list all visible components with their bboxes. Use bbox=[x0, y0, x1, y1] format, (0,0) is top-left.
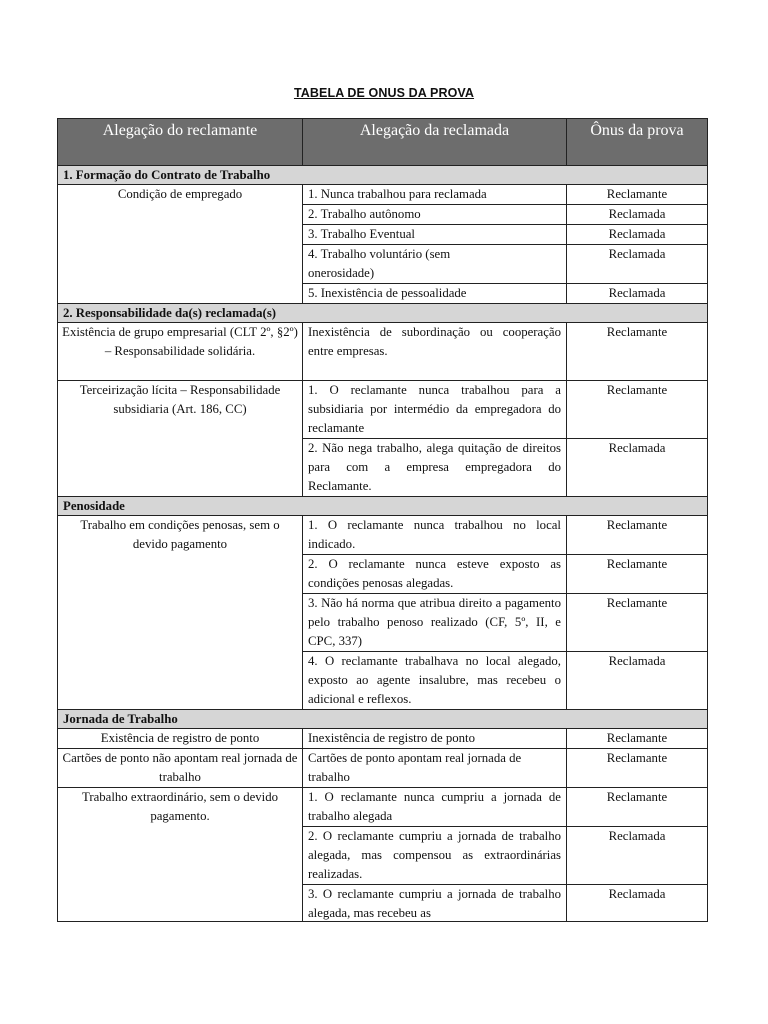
defense-cell: 2. Não nega trabalho, alega quitação de direitos para com a empresa empregadora do Reclamante. bbox=[303, 439, 567, 497]
claim-cell: Trabalho em condições penosas, sem o devido pagamento bbox=[58, 516, 303, 710]
table-row bbox=[58, 749, 708, 788]
header-burden: Ônus da prova bbox=[567, 119, 708, 166]
defense-cell: 4. O reclamante trabalhava no local alegado, exposto ao agente insalubre, mas recebeu o adicional e reflexos. bbox=[303, 652, 567, 710]
claim-cell: Trabalho extraordinário, sem o devido pagamento. bbox=[58, 788, 303, 922]
table-row bbox=[58, 788, 708, 827]
defense-cell bbox=[303, 885, 567, 922]
table-row bbox=[58, 323, 708, 381]
burden-cell: Reclamada bbox=[567, 205, 708, 225]
burden-cell: Reclamante bbox=[567, 381, 708, 439]
defense-cell: 4. Trabalho voluntário (sem onerosidade) bbox=[303, 245, 567, 284]
burden-cell: Reclamante bbox=[567, 594, 708, 652]
burden-cell: Reclamante bbox=[567, 185, 708, 205]
table-row bbox=[58, 185, 708, 205]
header-claimant: Alegação do reclamante bbox=[58, 119, 303, 166]
header-defendant: Alegação da reclamada bbox=[303, 119, 567, 166]
defense-cell: 1. O reclamante nunca trabalhou para a subsidiaria por intermédio da empregadora do reclamante bbox=[303, 381, 567, 439]
document-title: TABELA DE ONUS DA PROVA bbox=[293, 86, 475, 100]
defense-cell: Inexistência de subordinação ou cooperação entre empresas. bbox=[303, 323, 567, 381]
defense-cell: 1. O reclamante nunca cumpriu a jornada de trabalho alegada bbox=[303, 788, 567, 827]
defense-cell: 2. O reclamante nunca esteve exposto as condições penosas alegadas. bbox=[303, 555, 567, 594]
defense-cell: 3. Não há norma que atribua direito a pagamento pelo trabalho penoso realizado (CF, 5º, II, e CPC, 337) bbox=[303, 594, 567, 652]
burden-cell: Reclamada bbox=[567, 439, 708, 497]
burden-cell: Reclamada bbox=[567, 885, 708, 922]
defense-cell: 1. Nunca trabalhou para reclamada bbox=[303, 185, 567, 205]
claim-cell: Terceirização lícita – Responsabilidade subsidiaria (Art. 186, CC) bbox=[58, 381, 303, 497]
section-row bbox=[58, 497, 708, 516]
section-row bbox=[58, 710, 708, 729]
section-row bbox=[58, 166, 708, 185]
section-label: Jornada de Trabalho bbox=[58, 710, 708, 729]
claim-cell: Cartões de ponto não apontam real jornada de trabalho bbox=[58, 749, 303, 788]
defense-cell: 5. Inexistência de pessoalidade bbox=[303, 284, 567, 304]
burden-cell: Reclamante bbox=[567, 749, 708, 788]
table-header-row bbox=[58, 119, 708, 166]
burden-cell: Reclamada bbox=[567, 284, 708, 304]
burden-cell: Reclamante bbox=[567, 555, 708, 594]
table-row bbox=[58, 729, 708, 749]
defense-cell: Inexistência de registro de ponto bbox=[303, 729, 567, 749]
section-label: 1. Formação do Contrato de Trabalho bbox=[58, 166, 708, 185]
defense-cell: Cartões de ponto apontam real jornada de trabalho bbox=[303, 749, 567, 788]
onus-table bbox=[57, 118, 708, 922]
claim-cell: Existência de registro de ponto bbox=[58, 729, 303, 749]
burden-cell: Reclamada bbox=[567, 225, 708, 245]
table-row bbox=[58, 381, 708, 439]
defense-cell: 3. Trabalho Eventual bbox=[303, 225, 567, 245]
defense-text: 3. O reclamante cumpriu a jornada de trabalho alegada, mas recebeu as bbox=[308, 887, 561, 920]
defense-cell: 2. Trabalho autônomo bbox=[303, 205, 567, 225]
burden-cell: Reclamada bbox=[567, 652, 708, 710]
section-row bbox=[58, 304, 708, 323]
burden-cell: Reclamante bbox=[567, 788, 708, 827]
burden-cell: Reclamada bbox=[567, 245, 708, 284]
section-label: 2. Responsabilidade da(s) reclamada(s) bbox=[58, 304, 708, 323]
section-label: Penosidade bbox=[58, 497, 708, 516]
burden-cell: Reclamada bbox=[567, 827, 708, 885]
burden-cell: Reclamante bbox=[567, 323, 708, 381]
defense-cell: 1. O reclamante nunca trabalhou no local indicado. bbox=[303, 516, 567, 555]
burden-cell: Reclamante bbox=[567, 729, 708, 749]
burden-cell: Reclamante bbox=[567, 516, 708, 555]
claim-cell: Condição de empregado bbox=[58, 185, 303, 304]
table-row bbox=[58, 516, 708, 555]
defense-cell: 2. O reclamante cumpriu a jornada de trabalho alegada, mas compensou as extraordinárias realizadas. bbox=[303, 827, 567, 885]
claim-cell: Existência de grupo empresarial (CLT 2º, §2º) – Responsabilidade solidária. bbox=[58, 323, 303, 381]
